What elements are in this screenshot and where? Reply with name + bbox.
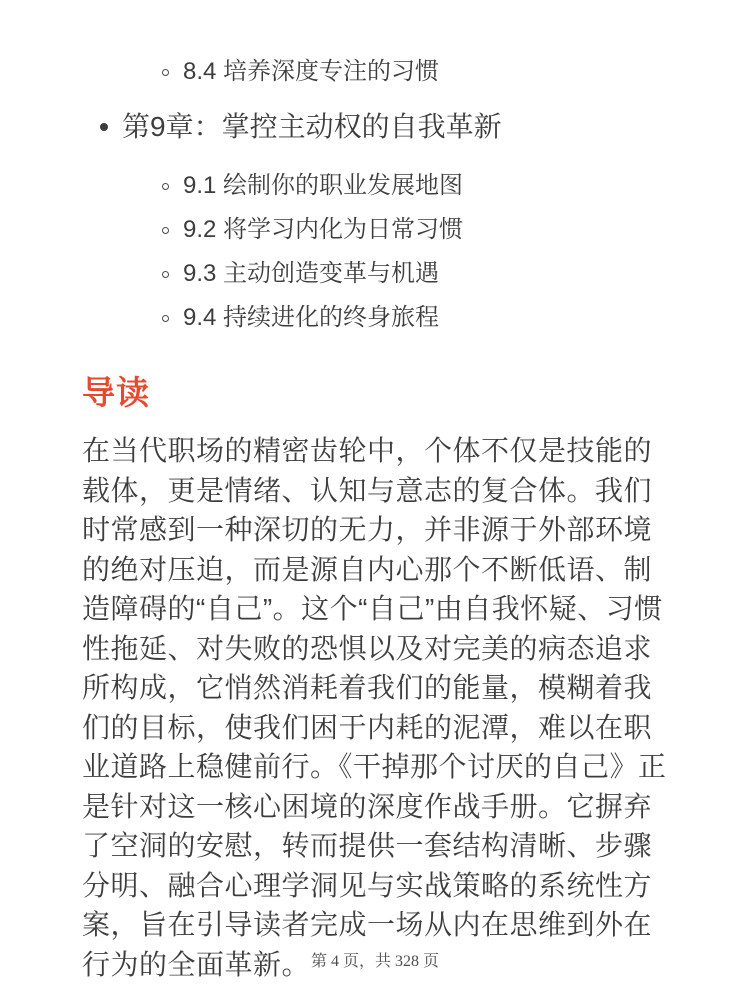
table-of-contents <box>82 55 668 335</box>
toc-item <box>162 301 668 335</box>
toc-item-label: 9.3 主动创造变革与机遇 <box>183 260 440 287</box>
toc-item <box>162 169 668 203</box>
toc-item <box>162 55 668 89</box>
page-footer <box>0 952 750 972</box>
toc-item <box>162 213 668 247</box>
circle-bullet-icon <box>162 271 169 278</box>
section-heading: 导读 <box>82 374 150 411</box>
toc-item-label: 9.4 持续进化的终身旅程 <box>183 304 440 331</box>
body-paragraph: 在当代职场的精密齿轮中，个体不仅是技能的载体，更是情绪、认知与意志的复合体。我们时常感到一种深切的无力，并非源于外部环境的绝对压迫，而是源自内心那个不断低语、制造障碍的“自己”。这个“自己”由自我怀疑、习惯性拖延、对失败的恐惧以及对完美的病态追求所构成，它悄然消耗着我们的能量，模糊着我们的目标，使我们困于内耗的泥潭，难以在职业道路上稳健前行。《干掉那个讨厌的自己》正是针对这一核心困境的深度作战手册。它摒弃了空洞的安慰，转而提供一套结构清晰、步骤分明、融合心理学洞见与实战策略的系统性方案，旨在引导读者完成一场从内在思维到外在行为的全面革新。 <box>82 435 667 980</box>
toc-item <box>162 257 668 291</box>
toc-item-label: 第9章：掌控主动权的自我革新 <box>122 111 502 142</box>
toc-item-chapter <box>100 108 668 146</box>
circle-bullet-icon <box>162 227 169 234</box>
toc-item-label: 9.2 将学习内化为日常习惯 <box>183 216 464 243</box>
circle-bullet-icon <box>162 183 169 190</box>
circle-bullet-icon <box>162 69 169 76</box>
toc-item-label: 8.4 培养深度专注的习惯 <box>183 58 440 85</box>
circle-bullet-icon <box>162 315 169 322</box>
page-indicator: 第 4 页，共 328 页 <box>310 953 439 970</box>
toc-item-label: 9.1 绘制你的职业发展地图 <box>183 172 464 199</box>
disc-bullet-icon <box>100 123 108 131</box>
